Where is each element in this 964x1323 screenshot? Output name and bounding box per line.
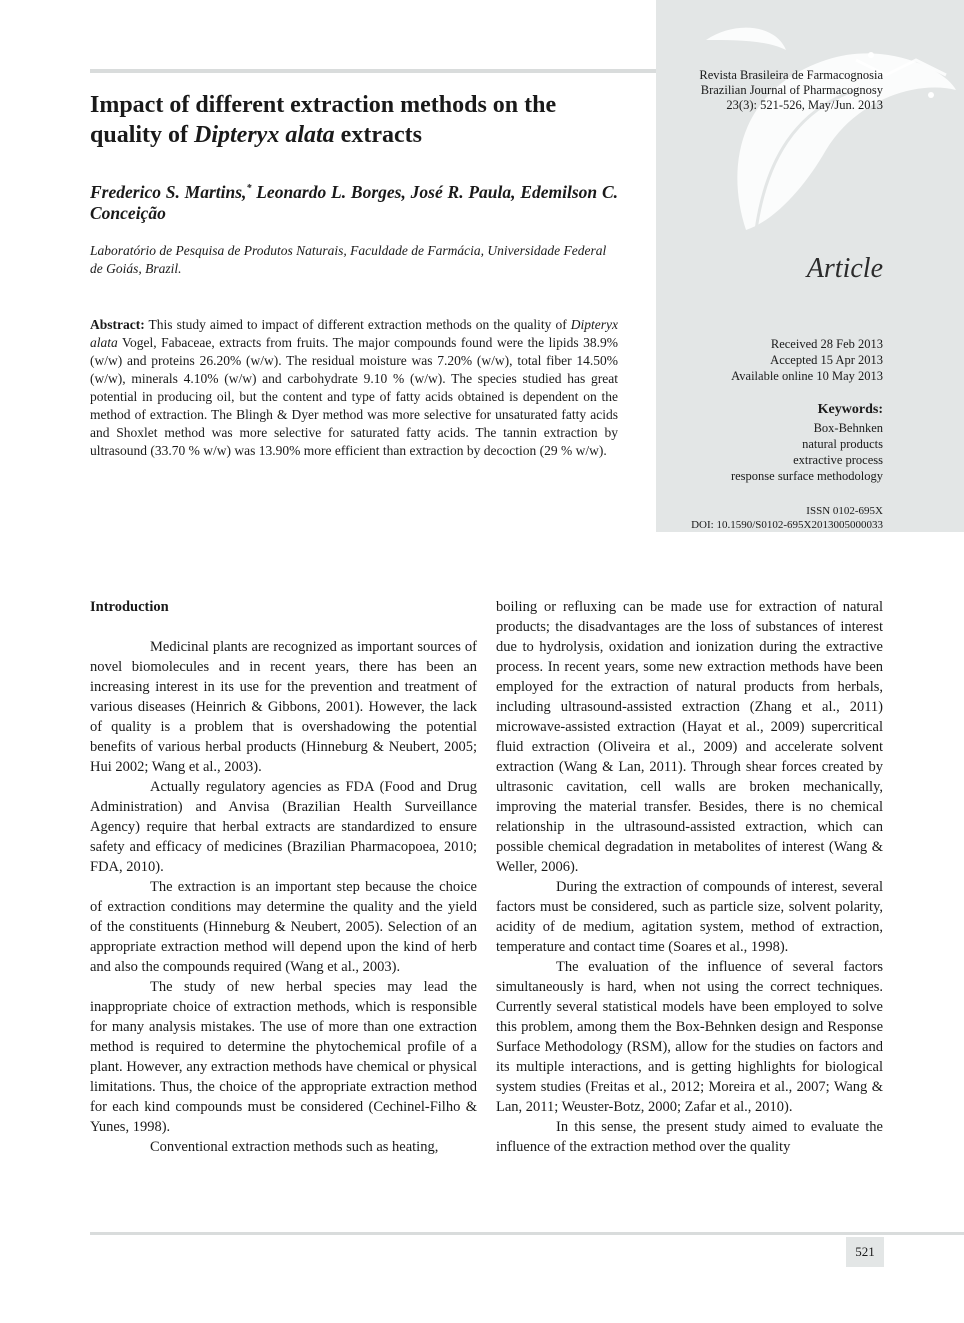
- abstract-text1: This study aimed to impact of different extraction methods on the quality of: [144, 317, 571, 332]
- paragraph: During the extraction of compounds of interest, several factors must be considered, such as particle size, solvent polarity, acidity of de medium, agitation system, method of extraction, temperature and contact time (Soares et al., 1998).: [496, 879, 883, 955]
- title-part1: Impact of different extraction methods on the quality of: [90, 92, 557, 148]
- corresponding-mark: *: [246, 183, 252, 194]
- date-accepted: Accepted 15 Apr 2013: [770, 353, 883, 367]
- issn: ISSN 0102-695X: [806, 505, 883, 517]
- journal-name-pt: Revista Brasileira de Farmacognosia: [699, 68, 883, 82]
- paragraph: The extraction is an important step because the choice of extraction conditions may determine the quality and the yield of the constituents (Hinneburg & Neubert, 2005). Selection of an appropriate extraction method will depend upon the kind of herb and also the compounds required (Wang et al., 2003).: [90, 879, 477, 975]
- author-rest: Leonardo L. Borges, José R. Paula, Edemilson C. Conceição: [90, 181, 619, 223]
- paragraph: The study of new herbal species may lead the inappropriate choice of extraction methods, which is responsible for many analysis mistakes. The use of more than one extraction method is required to determine the phytochemical profile of a plant. However, any extraction methods have chemical or physical limitations. Thus, the choice of the appropriate extraction method for each kind compounds must be considered (Cechinel-Filho & Yunes, 1998).: [90, 979, 477, 1135]
- footer-rule: [90, 1232, 964, 1235]
- body-column-right: [496, 597, 883, 1157]
- article-dates: [731, 336, 883, 384]
- article-identifiers: [691, 504, 883, 532]
- article-type: Article: [806, 253, 883, 284]
- keyword-item: natural products: [802, 437, 883, 451]
- article-title: [90, 90, 630, 150]
- keyword-item: Box-Behnken: [813, 421, 883, 435]
- keywords-list: [731, 420, 883, 484]
- authors: [90, 178, 618, 224]
- affiliation: Laboratório de Pesquisa de Produtos Naturais, Faculdade de Farmácia, Universidade Federal de Goiás, Brazil.: [90, 243, 607, 276]
- abstract-label: Abstract:: [90, 317, 145, 332]
- keyword-item: response surface methodology: [730, 469, 883, 483]
- abstract: [90, 316, 618, 460]
- paragraph-continuation: boiling or refluxing can be made use for extraction of natural products; the disadvantages are the loss of substances of interest due to hydrolysis, oxidation and ionization during the extractive process. In recent years, some new extraction methods have been employed for the extraction of natural products from herbals, including ultrasound-assisted extraction (Zhang et al., 2011) microwave-assisted extraction (Hayat et al., 2009) supercritical fluid extraction (Oliveira et al., 2009) and accelerate solvent extraction (Wang & Lan, 2011). Through shear forces created by ultrasonic cavitation, cell walls are broken mechanically, improving the material transfer. Besides, there is no chemical relationship in the ultrasound-assisted extraction, which can possible chemical degradation in metabolites of interest (Wang & Weller, 2006).: [496, 599, 883, 875]
- date-received: Received 28 Feb 2013: [770, 337, 883, 351]
- paragraph: In this sense, the present study aimed to evaluate the influence of the extraction method over the quality: [496, 1119, 883, 1155]
- keywords-title: Keywords:: [817, 402, 883, 417]
- date-online: Available online 10 May 2013: [731, 369, 883, 383]
- journal-citation: 23(3): 521-526, May/Jun. 2013: [726, 98, 883, 112]
- journal-info: [623, 68, 883, 113]
- author-first: Frederico S. Martins,: [90, 181, 247, 202]
- title-species: Dipteryx alata: [194, 122, 335, 148]
- paragraph: Medicinal plants are recognized as important sources of novel biomolecules and in recent years, there has been an increasing interest in its use for the prevention and treatment of various diseases (Heinrich & Gibbons, 2001). However, the lack of quality is a problem that is overshadowing the potential benefits of various herbal products (Hinneburg & Neubert, 2005; Hui 2002; Wang et al., 2003).: [90, 639, 477, 775]
- paragraph: The evaluation of the influence of several factors simultaneously is hard, when not using the correct techniques. Currently several statistical models have been employed to solve this problem, among them the Box-Behnken design and Response Surface Methodology (RSM), allow for the studies on factors and its multiple interactions, and is getting highlights for biological system studies (Freitas et al., 2012; Moreira et al., 2007; Wang & Lan, 2011; Weuster-Botz, 2000; Zafar et al., 2010).: [496, 959, 883, 1115]
- journal-logo-leaf-icon: [656, 0, 964, 240]
- header-rule: [90, 69, 656, 73]
- abstract-species: Dipteryx alata: [90, 317, 618, 350]
- keyword-item: extractive process: [793, 453, 883, 467]
- journal-name-en: Brazilian Journal of Pharmacognosy: [700, 83, 883, 97]
- paragraph: Conventional extraction methods such as heating,: [150, 1139, 439, 1155]
- page-number: 521: [846, 1237, 884, 1267]
- section-heading-introduction: Introduction: [90, 599, 169, 615]
- doi: DOI: 10.1590/S0102-695X2013005000033: [691, 519, 883, 531]
- title-part2: extracts: [334, 122, 422, 148]
- abstract-text2: Vogel, Fabaceae, extracts from fruits. The major compounds found were the lipids 38.9% (w/w) and proteins 26.20% (w/w). The residual moisture was 7.20% (w/w), total fiber 14.50% (w/w), minerals 4.10% (w/w) and carbohydrate 9.10 % (w/w). The species studied has great potential in producing oil, but the content and type of fatty acids obtained is dependent on the method of extraction. The Blingh & Dyer method was more selective for unsaturated fatty acids and Shoxlet method was more selective for saturated fatty acids. The tannin extraction by ultrasound (33.70 % w/w) was 13.90% more efficient than extraction by decoction (29 % w/w).: [90, 335, 618, 458]
- paragraph: Actually regulatory agencies as FDA (Food and Drug Administration) and Anvisa (Brazilian Health Surveillance Agency) require that herbal extracts are standardized to ensure safety and efficacy of medicines (Brazilian Pharmacopoea, 2010; FDA, 2010).: [90, 779, 477, 875]
- body-column-left: [90, 597, 477, 1157]
